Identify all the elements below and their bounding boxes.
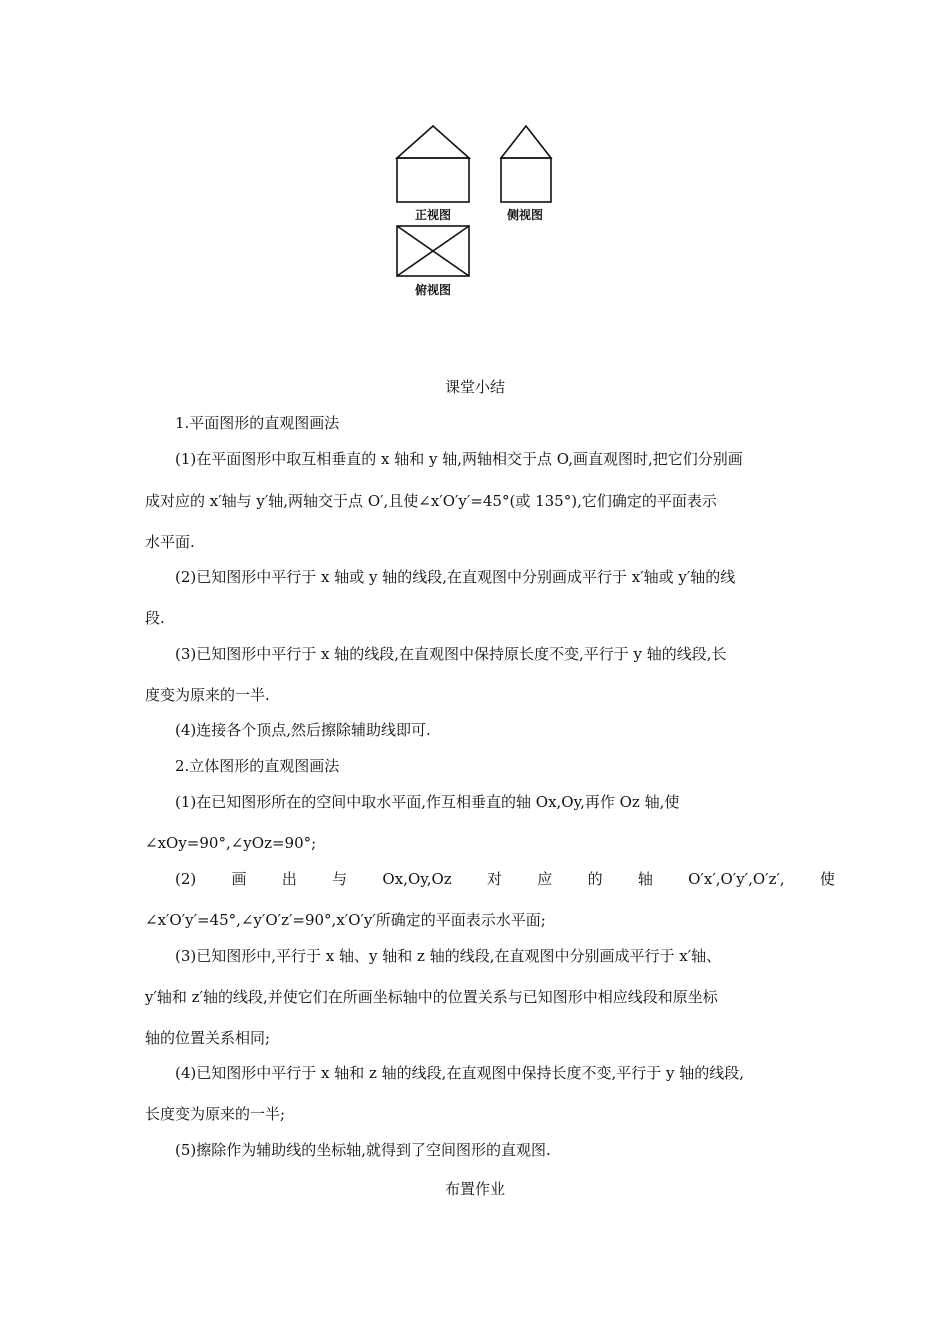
s1-p2-line-2: 段. [145,609,165,627]
top-view-caption: 俯视图 [415,283,452,297]
section-1-title: 1.平面图形的直观图画法 [175,414,340,432]
s2-p2-word: (2) [175,870,197,888]
s2-p2-word: 画 [231,870,247,888]
side-view-caption: 侧视图 [507,208,544,222]
s2-p3-line-1: (3)已知图形中,平行于 x 轴、y 轴和 z 轴的线段,在直观图中分别画成平行于 x′轴、 [175,947,722,965]
front-view-body [397,158,469,202]
s2-p5-line-1: (5)擦除作为辅助线的坐标轴,就得到了空间图形的直观图. [175,1141,551,1159]
s1-p1-line-1: (1)在平面图形中取互相垂直的 x 轴和 y 轴,两轴相交于点 O,画直观图时,把它们分别画 [175,450,743,468]
s2-p2-word: Ox,Oy,Oz [382,870,452,888]
s2-p2-word: 轴 [637,870,653,888]
front-view-caption: 正视图 [415,208,452,222]
s1-p1-line-2: 成对应的 x′轴与 y′轴,两轴交于点 O′,且使∠x′O′y′=45°(或 135°),它们确定的平面表示 [145,492,717,510]
s1-p3-line-2: 度变为原来的一半. [145,686,270,704]
s2-p2-word: 对 [486,870,502,888]
summary-heading: 课堂小结 [444,378,505,396]
s1-p4-line-1: (4)连接各个顶点,然后擦除辅助线即可. [175,721,431,739]
s2-p1-line-2: ∠xOy=90°,∠yOz=90°; [145,834,317,852]
homework-heading: 布置作业 [444,1180,505,1198]
s2-p2-word: O′x′,O′y′,O′z′, [688,870,785,888]
s2-p2-word: 的 [587,870,603,888]
s2-p4-line-1: (4)已知图形中平行于 x 轴和 z 轴的线段,在直观图中保持长度不变,平行于 y 轴的线段, [175,1064,744,1082]
s1-p3-line-1: (3)已知图形中平行于 x 轴的线段,在直观图中保持原长度不变,平行于 y 轴的线段,长 [175,645,727,663]
s2-p1-line-1: (1)在已知图形所在的空间中取水平面,作互相垂直的轴 Ox,Oy,再作 Oz 轴,使 [175,793,680,811]
s2-p2-word: 使 [819,870,835,888]
s2-p2-word: 出 [281,870,297,888]
side-view-roof [501,126,551,158]
s2-p2-line-1 [175,869,835,889]
s2-p3-line-2: y′轴和 z′轴的线段,并使它们在所画坐标轴中的位置关系与已知图形中相应线段和原坐标 [145,988,718,1006]
side-view-body [501,158,551,202]
s1-p2-line-1: (2)已知图形中平行于 x 轴或 y 轴的线段,在直观图中分别画成平行于 x′轴或 y′轴的线 [175,568,736,586]
s2-p4-line-2: 长度变为原来的一半; [145,1105,286,1123]
front-view-roof [397,126,469,158]
s2-p3-line-3: 轴的位置关系相同; [145,1029,271,1047]
section-2-title: 2.立体图形的直观图画法 [175,757,340,775]
s2-p2-word: 应 [537,870,553,888]
s2-p2-word: 与 [332,870,348,888]
s1-p1-line-3: 水平面. [145,533,195,551]
s2-p2-line-2: ∠x′O′y′=45°,∠y′O′z′=90°,x′O′y′所确定的平面表示水平面; [145,911,546,929]
three-view-figure [394,124,564,304]
